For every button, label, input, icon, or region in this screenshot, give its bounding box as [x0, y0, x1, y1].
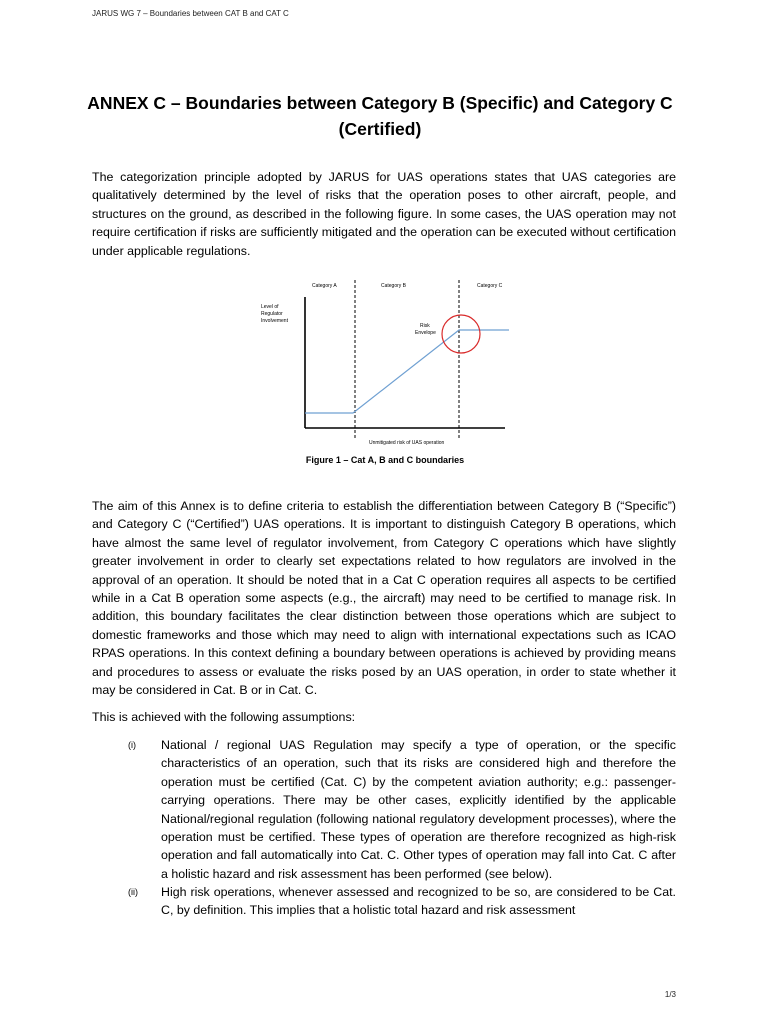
label-category-a: Category A — [312, 283, 337, 289]
list-number: (ii) — [128, 887, 138, 897]
y-label-line-3: Involvement — [261, 318, 288, 324]
aim-paragraph: The aim of this Annex is to define criteria to establish the differentiation between Category B (“Specific”) and Category C (“Certified”) UAS operations. It is important to distinguish Category B operations, which have almost the same level of regulator involvement, from Category C operations which have slightly greater involvement in order to clearly set expectations related to how regulators are involved in the approval of an operation. It should be noted that in a Cat C operation requires all aspects to be certified while in a Cat B operation some aspects (e.g., the aircraft) may need to be certified to manage risk. In addition, this boundary facilitates the clear distinction between those operations which are subject to domestic frameworks and those which may need to align with international expectations such as ICAO RPAS operations. In this context defining a boundary between operations is achieved by providing means and procedures to assess or evaluate the risks posed by an UAS operation, in order to state whether it may be considered in Cat. B or in Cat. C. — [92, 499, 676, 698]
y-label-line-1: Level of — [261, 304, 279, 310]
page-number: 1/3 — [664, 990, 676, 999]
category-figure — [255, 268, 515, 454]
list-text: National / regional UAS Regulation may specify a type of operation, or the specific characteristics of an operation, such that its risks are considered high and therefore the operation must be certified (Cat. C) by the competent aviation authority; e.g.: passenger-carrying operations. There may be other cases, explicitly identified by the applicable National/regional regulation (following national regulatory development processes), where the operation must be certified. These types of operation are therefore recognized as high-risk operation and fall automatically into Cat. C. Other types of operation may fall into Cat. C after a holistic hazard and risk assessment has been performed (see below). — [161, 738, 676, 881]
label-category-c: Category C — [477, 283, 503, 289]
assumptions-intro: This is achieved with the following assumptions: — [92, 710, 356, 724]
risk-label-line-2: Envelope — [415, 330, 436, 336]
list-text: High risk operations, whenever assessed and recognized to be so, are considered to be Cat. C, by definition. This implies that a holistic total hazard and risk assessment — [161, 885, 676, 918]
risk-label-line-1: Risk — [420, 323, 430, 329]
intro-paragraph: The categorization principle adopted by JARUS for UAS operations states that UAS categories are qualitatively determined by the level of risks that the operation poses to other aircraft, people, and structures on the ground, as described in the following figure. In some cases, the UAS operation may not require certification if risks are sufficiently mitigated and the operation can be executed without certification under applicable regulations. — [92, 170, 676, 258]
category-diagram — [255, 268, 515, 454]
y-label-line-2: Regulator — [261, 311, 283, 317]
page-title: ANNEX C – Boundaries between Category B (Specific) and Category C (Certified) — [87, 93, 673, 139]
risk-envelope-marker — [442, 315, 480, 353]
figure-caption: Figure 1 – Cat A, B and C boundaries — [305, 455, 465, 465]
x-axis-label: Unmitigated risk of UAS operation — [369, 440, 445, 446]
list-number: (i) — [128, 740, 136, 750]
running-header: JARUS WG 7 – Boundaries between CAT B and CAT C — [92, 9, 289, 18]
label-category-b: Category B — [381, 283, 407, 289]
